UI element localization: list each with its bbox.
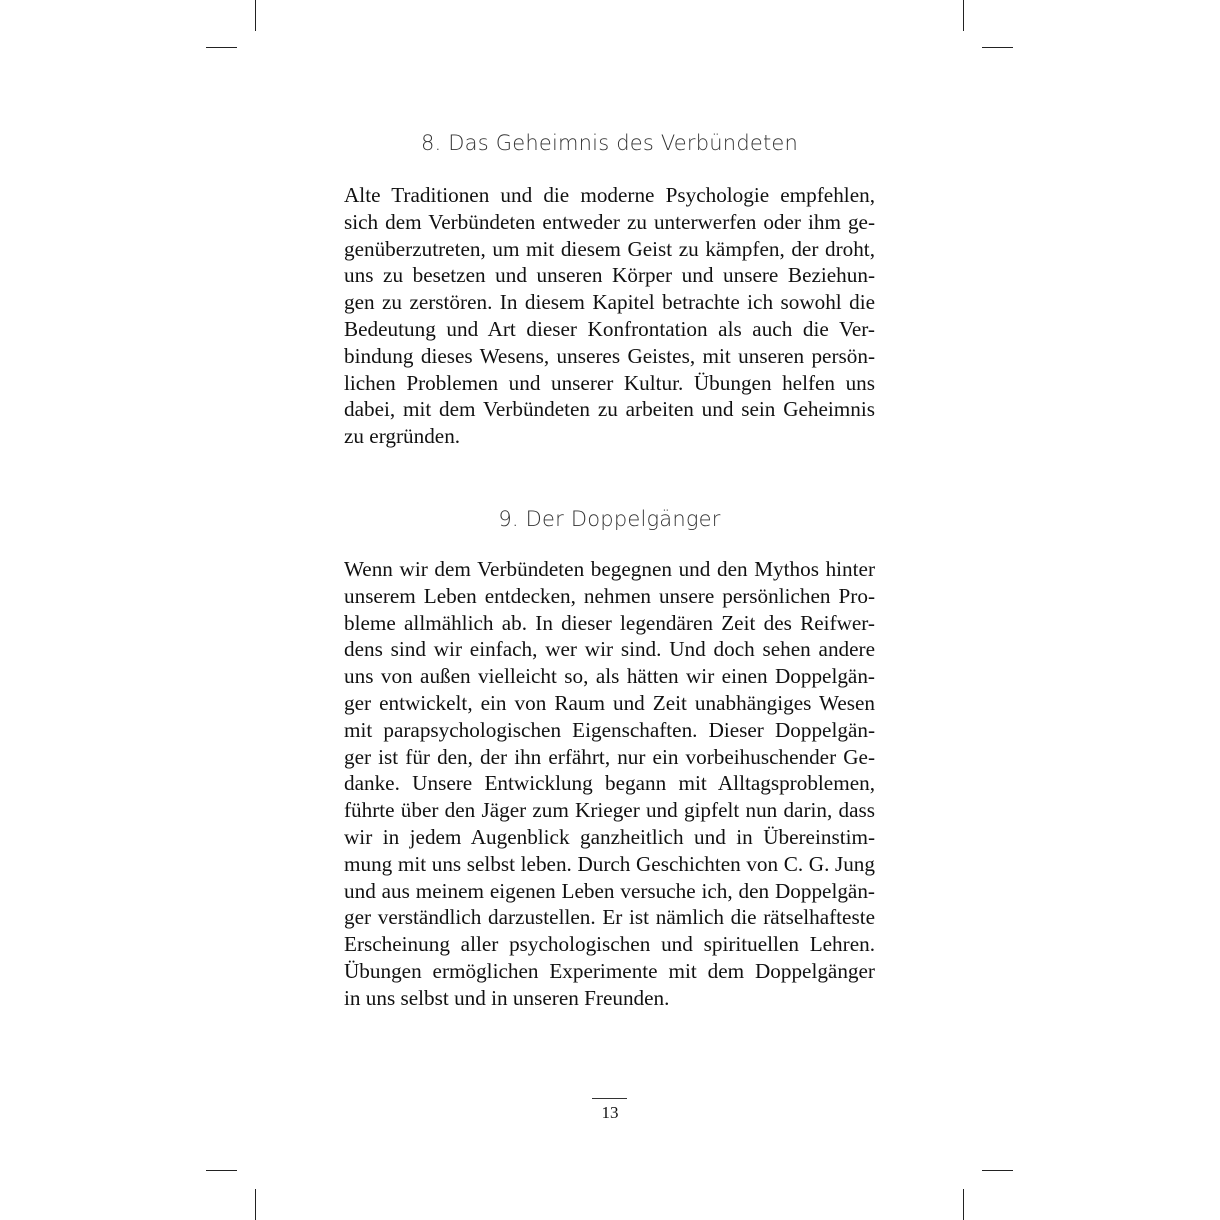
crop-mark-top-right-vertical: [963, 0, 964, 31]
text-line: unserem Leben entdecken, nehmen unsere persönlichen Pro-: [344, 583, 875, 608]
text-line: Alte Traditionen und die moderne Psychologie empfehlen,: [344, 183, 875, 207]
chapter-title-9: 9. Der Doppelgänger: [498, 506, 721, 531]
crop-mark-bottom-right-vertical: [963, 1189, 964, 1220]
text-line: bindung dieses Wesens, unseres Geistes, mit unseren persön-: [344, 343, 875, 368]
text-line: führte über den Jäger zum Krieger und gipfelt nun darin, dass: [344, 798, 875, 823]
crop-mark-bottom-left-horizontal: [206, 1170, 237, 1171]
text-line: genüberzutreten, um mit diesem Geist zu kämpfen, der droht,: [344, 236, 875, 261]
text-line: ger ist für den, der ihn erfährt, nur ein vorbeihuschender Ge-: [344, 744, 875, 769]
text-line: ger entwickelt, ein von Raum und Zeit unabhängiges Wesen: [344, 690, 875, 715]
crop-mark-top-right-horizontal: [982, 47, 1013, 48]
chapter-summary-9: [344, 556, 875, 1012]
chapter-title-8: 8. Das Geheimnis des Verbündeten: [420, 131, 799, 155]
text-line: uns zu besetzen und unseren Körper und unsere Beziehun-: [344, 263, 875, 288]
text-line: ger verständlich darzustellen. Er ist nämlich die rätselhafteste: [344, 905, 875, 930]
text-line: in uns selbst und in unseren Freunden.: [344, 985, 670, 1010]
text-line: lichen Problemen und unserer Kultur. Übungen helfen uns: [344, 370, 875, 395]
crop-mark-bottom-right-horizontal: [982, 1170, 1013, 1171]
text-line: mung mit uns selbst leben. Durch Geschichten von C. G. Jung: [344, 851, 875, 876]
text-line: uns von außen vielleicht so, als hätten wir einen Doppelgän-: [344, 664, 875, 689]
text-line: dens sind wir einfach, wer wir sind. Und doch sehen andere: [344, 637, 875, 662]
page-number-rule: [592, 1098, 627, 1099]
text-line: Wenn wir dem Verbündeten begegnen und den Mythos hinter: [344, 556, 875, 581]
page-content: [344, 128, 875, 1012]
section-9: [344, 504, 875, 1012]
text-line: sich dem Verbündeten entweder zu unterwerfen oder ihm ge-: [344, 209, 875, 234]
text-line: dabei, mit dem Verbündeten zu arbeiten und sein Geheimnis: [344, 397, 875, 422]
crop-mark-top-left-horizontal: [206, 47, 237, 48]
text-line: danke. Unsere Entwicklung begann mit Alltagsproblemen,: [344, 771, 875, 796]
text-line: und aus meinem eigenen Leben versuche ich, den Doppelgän-: [344, 878, 875, 903]
chapter-summary-8: [344, 182, 875, 450]
text-line: wir in jedem Augenblick ganzheitlich und in Übereinstim-: [344, 824, 875, 849]
text-line: bleme allmählich ab. In dieser legendären Zeit des Reifwer-: [344, 610, 875, 635]
crop-mark-top-left-vertical: [255, 0, 256, 31]
text-line: Erscheinung aller psychologischen und spirituellen Lehren.: [344, 932, 875, 957]
crop-mark-bottom-left-vertical: [255, 1189, 256, 1220]
text-line: Bedeutung und Art dieser Konfrontation als auch die Ver-: [344, 316, 875, 341]
text-line: mit parapsychologischen Eigenschaften. Dieser Doppelgän-: [344, 717, 875, 742]
text-line: zu ergründen.: [344, 424, 461, 449]
text-line: Übungen ermöglichen Experimente mit dem Doppelgänger: [344, 958, 875, 983]
page-number: 13: [601, 1103, 619, 1122]
text-line: gen zu zerstören. In diesem Kapitel betrachte ich sowohl die: [344, 290, 875, 315]
